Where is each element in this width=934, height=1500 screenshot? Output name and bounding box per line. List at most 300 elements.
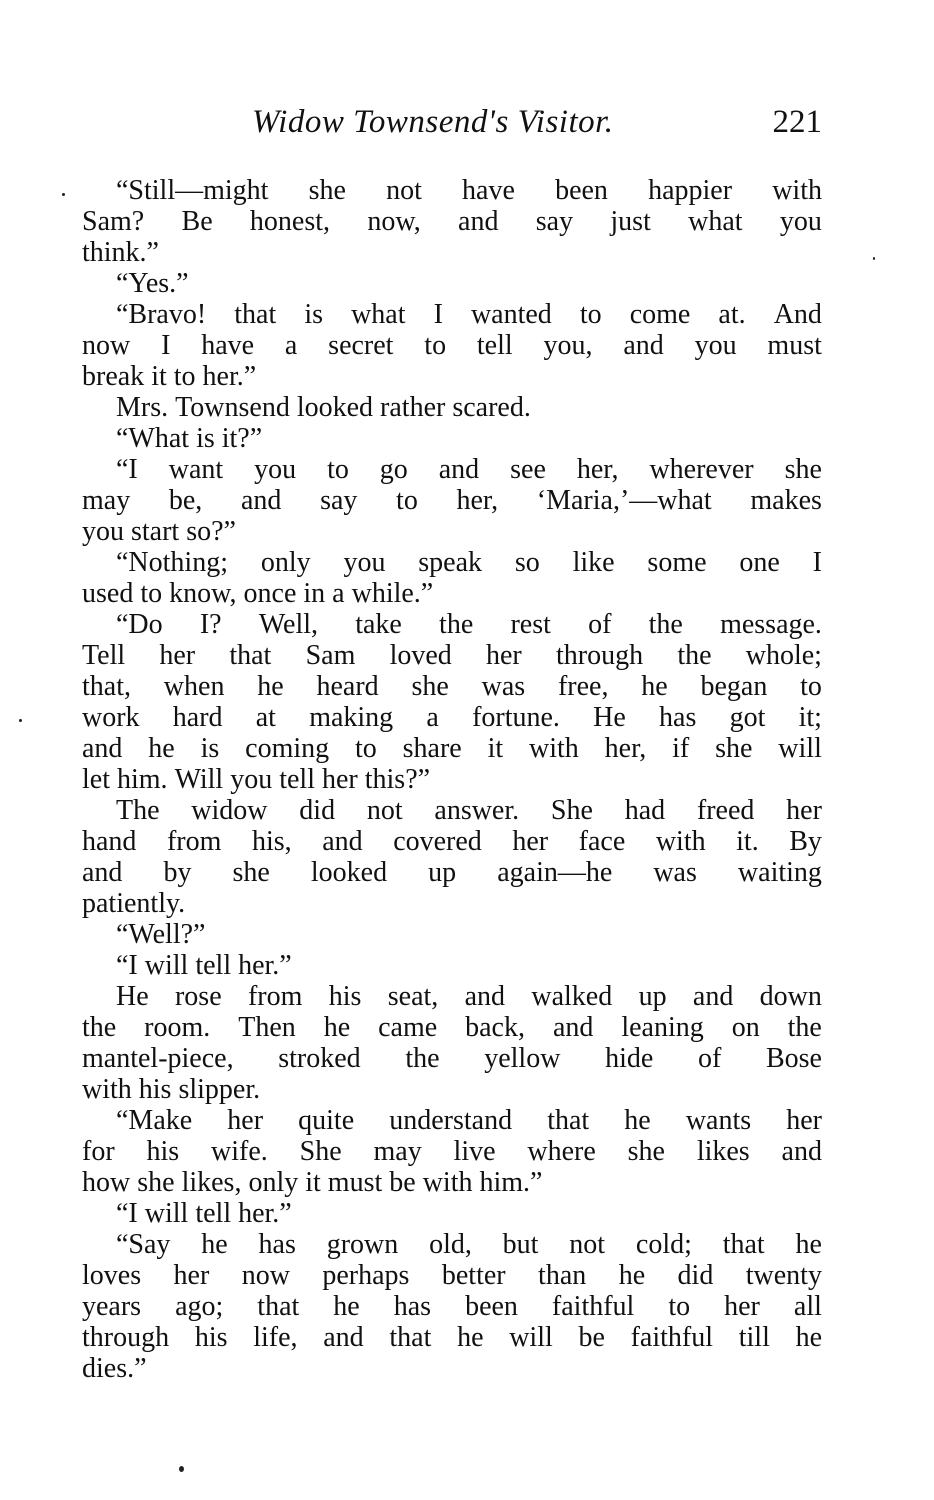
text-line bbox=[82, 1322, 822, 1353]
word: he bbox=[641, 671, 668, 702]
text-line bbox=[82, 1167, 822, 1198]
word: back, bbox=[465, 1012, 525, 1043]
word: will bbox=[509, 1322, 553, 1353]
word: to bbox=[140, 578, 163, 609]
word: with bbox=[422, 1167, 473, 1198]
word: better bbox=[441, 1260, 506, 1291]
word: he bbox=[795, 1322, 822, 1353]
word: “Say bbox=[116, 1229, 171, 1260]
word: know, bbox=[169, 578, 237, 609]
ink-speck bbox=[179, 1466, 184, 1472]
text-line bbox=[82, 1012, 822, 1043]
text-line bbox=[82, 392, 822, 423]
word: will bbox=[144, 1198, 189, 1229]
text-line bbox=[82, 919, 822, 950]
word: with bbox=[529, 733, 579, 764]
word: start bbox=[131, 516, 180, 547]
word: be bbox=[389, 1167, 416, 1198]
word: she bbox=[411, 671, 449, 702]
word: loves bbox=[82, 1260, 142, 1291]
word: the bbox=[677, 640, 712, 671]
word: once bbox=[243, 578, 297, 609]
word: began bbox=[700, 671, 768, 702]
text-line bbox=[82, 981, 822, 1012]
word: with bbox=[82, 1074, 132, 1105]
word: now bbox=[241, 1260, 290, 1291]
word: again—he bbox=[497, 857, 613, 888]
text-line bbox=[82, 1291, 822, 1322]
word: you bbox=[343, 547, 386, 578]
word: and bbox=[438, 454, 480, 485]
word: heard bbox=[316, 671, 379, 702]
word: be, bbox=[168, 485, 203, 516]
text-line bbox=[82, 299, 822, 330]
word: rest bbox=[510, 609, 551, 640]
word: her bbox=[724, 1291, 760, 1322]
word: yellow bbox=[484, 1043, 561, 1074]
word: what bbox=[688, 206, 743, 237]
word: one bbox=[739, 547, 780, 578]
word: I? bbox=[199, 609, 222, 640]
word: she bbox=[627, 1136, 665, 1167]
word: room. bbox=[144, 1012, 211, 1043]
word: you bbox=[230, 764, 273, 795]
word: her.” bbox=[202, 361, 257, 392]
text-line bbox=[82, 361, 822, 392]
word: is bbox=[196, 423, 215, 454]
word: “Nothing; bbox=[116, 547, 228, 578]
word: than bbox=[538, 1260, 587, 1291]
text-line bbox=[82, 547, 822, 578]
word: been bbox=[555, 175, 608, 206]
word: hide bbox=[605, 1043, 654, 1074]
word: she bbox=[232, 857, 270, 888]
word: was bbox=[481, 671, 526, 702]
word: through bbox=[555, 640, 644, 671]
word: work bbox=[82, 702, 140, 733]
word: making bbox=[309, 702, 394, 733]
word: will bbox=[144, 950, 189, 981]
word: faithful bbox=[630, 1322, 714, 1353]
word: face bbox=[578, 826, 626, 857]
word: Will bbox=[174, 764, 224, 795]
word: “Still—might bbox=[116, 175, 269, 206]
word: old, bbox=[429, 1229, 472, 1260]
word: take bbox=[355, 609, 402, 640]
word: like bbox=[572, 547, 615, 578]
word: have bbox=[462, 175, 515, 206]
word: his bbox=[138, 1074, 172, 1105]
ink-speck bbox=[62, 193, 65, 196]
text-line bbox=[82, 950, 822, 981]
word: tell bbox=[195, 950, 232, 981]
word: quite bbox=[298, 1105, 355, 1136]
word: she bbox=[715, 733, 753, 764]
word: and bbox=[323, 1322, 364, 1353]
word: a bbox=[284, 330, 298, 361]
word: tell bbox=[279, 764, 315, 795]
word: may bbox=[373, 1136, 422, 1167]
text-line bbox=[82, 485, 822, 516]
word: Sam? bbox=[82, 206, 145, 237]
word: you bbox=[694, 330, 737, 361]
word: looked bbox=[296, 392, 374, 423]
word: ‘Maria,’—what bbox=[536, 485, 712, 516]
word: may bbox=[82, 485, 131, 516]
word: the bbox=[82, 1012, 117, 1043]
text-line bbox=[82, 423, 822, 454]
word: he bbox=[148, 733, 175, 764]
word: likes, bbox=[181, 1167, 242, 1198]
word: wherever bbox=[649, 454, 754, 485]
word: a bbox=[426, 702, 439, 733]
word: her bbox=[486, 640, 522, 671]
word: and bbox=[623, 330, 664, 361]
word: her bbox=[786, 1105, 822, 1136]
text-line bbox=[82, 237, 822, 268]
word: got bbox=[729, 702, 766, 733]
word: “Well?” bbox=[116, 919, 206, 950]
word: “Do bbox=[116, 609, 163, 640]
word: leaning bbox=[621, 1012, 704, 1043]
word: not bbox=[569, 1229, 606, 1260]
word: so?” bbox=[186, 516, 236, 547]
text-line bbox=[82, 1353, 822, 1384]
page-number: 221 bbox=[772, 104, 822, 140]
word: dies.” bbox=[82, 1353, 147, 1384]
word: just bbox=[610, 206, 651, 237]
running-title: Widow Townsend's Visitor. bbox=[252, 104, 614, 140]
word: what bbox=[351, 299, 406, 330]
text-line bbox=[82, 516, 822, 547]
word: not bbox=[386, 175, 422, 206]
word: the bbox=[439, 609, 474, 640]
word: is bbox=[304, 299, 323, 330]
word: that, bbox=[82, 671, 131, 702]
word: twenty bbox=[745, 1260, 822, 1291]
word: fortune. bbox=[472, 702, 560, 733]
word: He bbox=[116, 981, 149, 1012]
word: be bbox=[578, 1322, 605, 1353]
text-line bbox=[82, 330, 822, 361]
word: that bbox=[547, 1105, 590, 1136]
word: come bbox=[629, 299, 691, 330]
word: this?” bbox=[364, 764, 431, 795]
word: so bbox=[514, 547, 540, 578]
word: walked bbox=[531, 981, 613, 1012]
word: but bbox=[502, 1229, 539, 1260]
text-line bbox=[82, 671, 822, 702]
word: it bbox=[487, 733, 504, 764]
word: down bbox=[759, 981, 822, 1012]
word: wants bbox=[685, 1105, 752, 1136]
word: likes bbox=[696, 1136, 750, 1167]
word: has bbox=[659, 702, 697, 733]
word: had bbox=[624, 795, 666, 826]
word: at bbox=[255, 702, 276, 733]
word: if bbox=[672, 733, 690, 764]
word: faithful bbox=[551, 1291, 635, 1322]
word: say bbox=[535, 206, 574, 237]
word: stroked bbox=[278, 1043, 361, 1074]
word: only bbox=[248, 1167, 299, 1198]
word: Be bbox=[181, 206, 213, 237]
word: tell bbox=[476, 330, 513, 361]
word: through bbox=[82, 1322, 170, 1353]
word: now, bbox=[367, 206, 421, 237]
word: her.” bbox=[238, 1198, 292, 1229]
word: up bbox=[428, 857, 457, 888]
word: perhaps bbox=[322, 1260, 410, 1291]
word: He bbox=[593, 702, 626, 733]
word: and bbox=[458, 206, 499, 237]
word: to bbox=[173, 361, 196, 392]
text-line bbox=[82, 1198, 822, 1229]
word: want bbox=[168, 454, 224, 485]
word: have bbox=[201, 330, 255, 361]
book-page bbox=[82, 0, 822, 1500]
word: to bbox=[668, 1291, 691, 1322]
word: the bbox=[787, 1012, 822, 1043]
word: to bbox=[327, 454, 349, 485]
word: her.” bbox=[238, 950, 292, 981]
word: he bbox=[323, 1012, 351, 1043]
text-line bbox=[82, 1260, 822, 1291]
text-line bbox=[82, 578, 822, 609]
word: it. bbox=[736, 826, 759, 857]
word: will bbox=[778, 733, 822, 764]
word: her, bbox=[456, 485, 499, 516]
word: and bbox=[781, 1136, 822, 1167]
word: covered bbox=[393, 826, 482, 857]
word: from bbox=[247, 981, 303, 1012]
word: seat, bbox=[387, 981, 439, 1012]
word: I bbox=[161, 330, 171, 361]
word: how bbox=[82, 1167, 131, 1198]
text-line bbox=[82, 640, 822, 671]
word: speak bbox=[418, 547, 483, 578]
word: he bbox=[201, 1229, 228, 1260]
word: She bbox=[299, 1136, 342, 1167]
word: and bbox=[82, 733, 123, 764]
word: “Bravo! bbox=[116, 299, 207, 330]
word: some bbox=[647, 547, 707, 578]
word: Well, bbox=[258, 609, 318, 640]
word: till bbox=[738, 1322, 770, 1353]
word: and bbox=[82, 857, 123, 888]
word: her bbox=[173, 1260, 210, 1291]
word: hard bbox=[172, 702, 223, 733]
word: Mrs. bbox=[116, 392, 169, 423]
word: her bbox=[512, 826, 549, 857]
word: it bbox=[151, 361, 167, 392]
word: the bbox=[405, 1043, 440, 1074]
word: him.” bbox=[479, 1167, 543, 1198]
text-line bbox=[82, 1043, 822, 1074]
word: you, bbox=[543, 330, 593, 361]
word: life, bbox=[253, 1322, 298, 1353]
ink-speck bbox=[19, 719, 22, 722]
word: Bose bbox=[765, 1043, 822, 1074]
word: freed bbox=[696, 795, 755, 826]
word: say bbox=[320, 485, 358, 516]
word: you bbox=[82, 516, 124, 547]
word: now bbox=[82, 330, 131, 361]
text-line bbox=[82, 206, 822, 237]
word: from bbox=[166, 826, 222, 857]
word: he bbox=[795, 1229, 822, 1260]
text-line bbox=[82, 702, 822, 733]
word: it?” bbox=[221, 423, 263, 454]
word: tell bbox=[195, 1198, 232, 1229]
word: she bbox=[308, 175, 346, 206]
word: it bbox=[305, 1167, 321, 1198]
word: you bbox=[254, 454, 297, 485]
word: was bbox=[653, 857, 697, 888]
text-line bbox=[82, 1229, 822, 1260]
word: did bbox=[677, 1260, 714, 1291]
word: happier bbox=[648, 175, 733, 206]
word: By bbox=[789, 826, 822, 857]
text-line bbox=[82, 857, 822, 888]
word: years bbox=[82, 1291, 142, 1322]
word: rather bbox=[380, 392, 446, 423]
word: her, bbox=[576, 454, 619, 485]
text-line bbox=[82, 1074, 822, 1105]
word: looked bbox=[310, 857, 388, 888]
word: coming bbox=[245, 733, 330, 764]
word: her bbox=[227, 1105, 264, 1136]
word: his bbox=[328, 981, 362, 1012]
word: ago; bbox=[175, 1291, 224, 1322]
page-header bbox=[82, 104, 822, 148]
word: makes bbox=[750, 485, 822, 516]
word: slipper. bbox=[178, 1074, 261, 1105]
word: her bbox=[159, 640, 196, 671]
word: you bbox=[779, 206, 822, 237]
word: see bbox=[510, 454, 546, 485]
word: must bbox=[327, 1167, 383, 1198]
body-text bbox=[82, 175, 822, 1384]
word: her bbox=[786, 795, 822, 826]
text-line bbox=[82, 795, 822, 826]
word: loved bbox=[389, 640, 452, 671]
word: Tell bbox=[82, 640, 126, 671]
word: live bbox=[453, 1136, 496, 1167]
word: and bbox=[464, 981, 506, 1012]
word: only bbox=[260, 547, 311, 578]
word: understand bbox=[389, 1105, 513, 1136]
word: she bbox=[137, 1167, 175, 1198]
word: up bbox=[638, 981, 667, 1012]
word: where bbox=[527, 1136, 596, 1167]
ink-speck bbox=[873, 257, 875, 260]
text-line bbox=[82, 268, 822, 299]
word: share bbox=[402, 733, 462, 764]
word: all bbox=[793, 1291, 822, 1322]
word: answer. bbox=[434, 795, 520, 826]
word: of bbox=[697, 1043, 722, 1074]
word: wife. bbox=[211, 1136, 268, 1167]
word: has bbox=[258, 1229, 296, 1260]
word: “I bbox=[116, 454, 138, 485]
word: Sam bbox=[305, 640, 356, 671]
text-line bbox=[82, 609, 822, 640]
word: must bbox=[767, 330, 822, 361]
word: think.” bbox=[82, 237, 159, 268]
word: not bbox=[366, 795, 403, 826]
text-line bbox=[82, 454, 822, 485]
word: Then bbox=[238, 1012, 296, 1043]
word: did bbox=[299, 795, 336, 826]
word: he bbox=[618, 1260, 646, 1291]
word: he bbox=[457, 1322, 484, 1353]
word: “What bbox=[116, 423, 190, 454]
word: go bbox=[379, 454, 408, 485]
word: and bbox=[552, 1012, 594, 1043]
word: whole; bbox=[745, 640, 822, 671]
word: let bbox=[82, 764, 110, 795]
word: “I bbox=[116, 1198, 138, 1229]
text-line bbox=[82, 733, 822, 764]
word: for bbox=[82, 1136, 115, 1167]
text-line bbox=[82, 826, 822, 857]
word: Townsend bbox=[175, 392, 290, 423]
word: of bbox=[588, 609, 612, 640]
word: his, bbox=[251, 826, 292, 857]
word: while.” bbox=[351, 578, 434, 609]
word: with bbox=[655, 826, 706, 857]
word: “Make bbox=[116, 1105, 193, 1136]
word: that bbox=[234, 299, 277, 330]
word: is bbox=[200, 733, 220, 764]
word: wanted bbox=[470, 299, 552, 330]
word: patiently. bbox=[82, 888, 186, 919]
text-line bbox=[82, 1105, 822, 1136]
word: I bbox=[812, 547, 822, 578]
word: he bbox=[257, 671, 284, 702]
word: hand bbox=[82, 826, 137, 857]
word: a bbox=[332, 578, 345, 609]
word: “I bbox=[116, 950, 138, 981]
word: to bbox=[355, 733, 377, 764]
text-line bbox=[82, 764, 822, 795]
word: used bbox=[82, 578, 134, 609]
word: grown bbox=[326, 1229, 399, 1260]
word: message. bbox=[720, 609, 822, 640]
word: she bbox=[784, 454, 822, 485]
word: his bbox=[146, 1136, 180, 1167]
word: her bbox=[321, 764, 358, 795]
text-line bbox=[82, 1136, 822, 1167]
word: The bbox=[116, 795, 160, 826]
word: her, bbox=[604, 733, 647, 764]
word: he bbox=[333, 1291, 360, 1322]
word: when bbox=[163, 671, 225, 702]
word: I bbox=[433, 299, 443, 330]
word: scared. bbox=[452, 392, 531, 423]
word: and bbox=[240, 485, 282, 516]
word: to bbox=[424, 330, 447, 361]
word: he bbox=[624, 1105, 651, 1136]
word: his bbox=[194, 1322, 228, 1353]
word: “Yes.” bbox=[116, 268, 189, 299]
word: to bbox=[800, 671, 822, 702]
word: to bbox=[579, 299, 602, 330]
word: that bbox=[257, 1291, 300, 1322]
word: free, bbox=[557, 671, 609, 702]
word: the bbox=[648, 609, 683, 640]
